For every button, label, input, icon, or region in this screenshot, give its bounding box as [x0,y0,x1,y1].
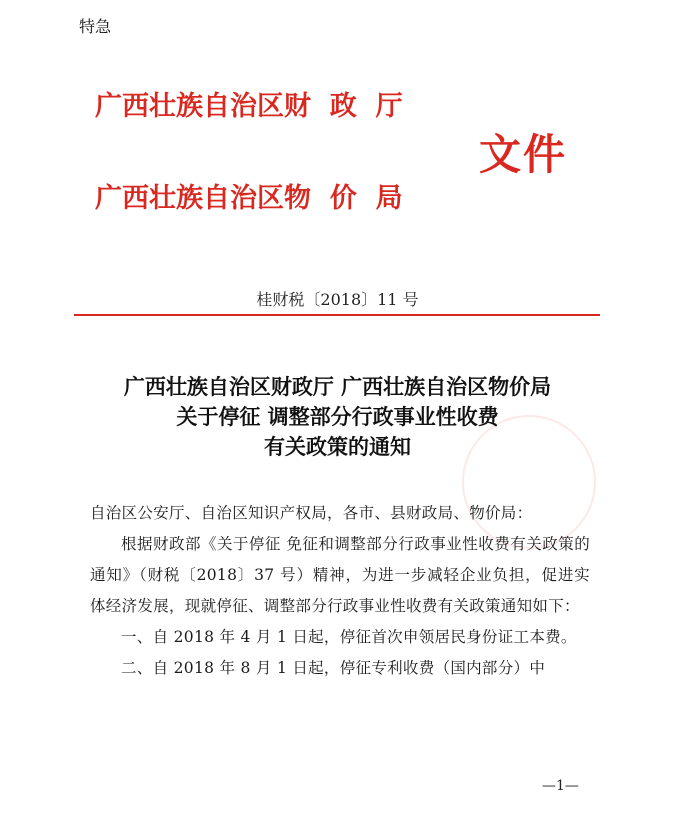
body-paragraph: 根据财政部《关于停征 免征和调整部分行政事业性收费有关政策的通知》（财税〔2018〕37 号）精神，为进一步减轻企业负担，促进实体经济发展，现就停征、调整部分行政事业性收费有关政策通知如下： [90,535,590,615]
urgency-label: 特急 [79,17,112,36]
document-body [90,498,590,684]
title-line: 有关政策的通知 [264,435,411,459]
title-line: 关于停征 调整部分行政事业性收费 [176,405,499,429]
page-number: —1— [542,778,579,794]
issuer-price-bureau: 广西壮族自治区物 价 局 [95,183,403,214]
issuer-header [95,78,575,218]
body-paragraph: 一、自 2018 年 4 月 1 日起，停征首次申领居民身份证工本费。 [121,628,577,646]
document-number: 桂财税〔2018〕11 号 [256,290,419,309]
red-divider-line [74,314,600,316]
title-line: 广西壮族自治区财政厅 广西壮族自治区物价局 [123,375,552,399]
body-paragraph: 二、自 2018 年 8 月 1 日起，停征专利收费（国内部分）中 [121,659,546,677]
document-word: 文件 [479,130,568,179]
addressee-line: 自治区公安厅、自治区知识产权局，各市、县财政局、物价局： [90,504,533,522]
issuer-finance-department: 广西壮族自治区财 政 厅 [95,91,403,122]
document-title [0,372,675,462]
